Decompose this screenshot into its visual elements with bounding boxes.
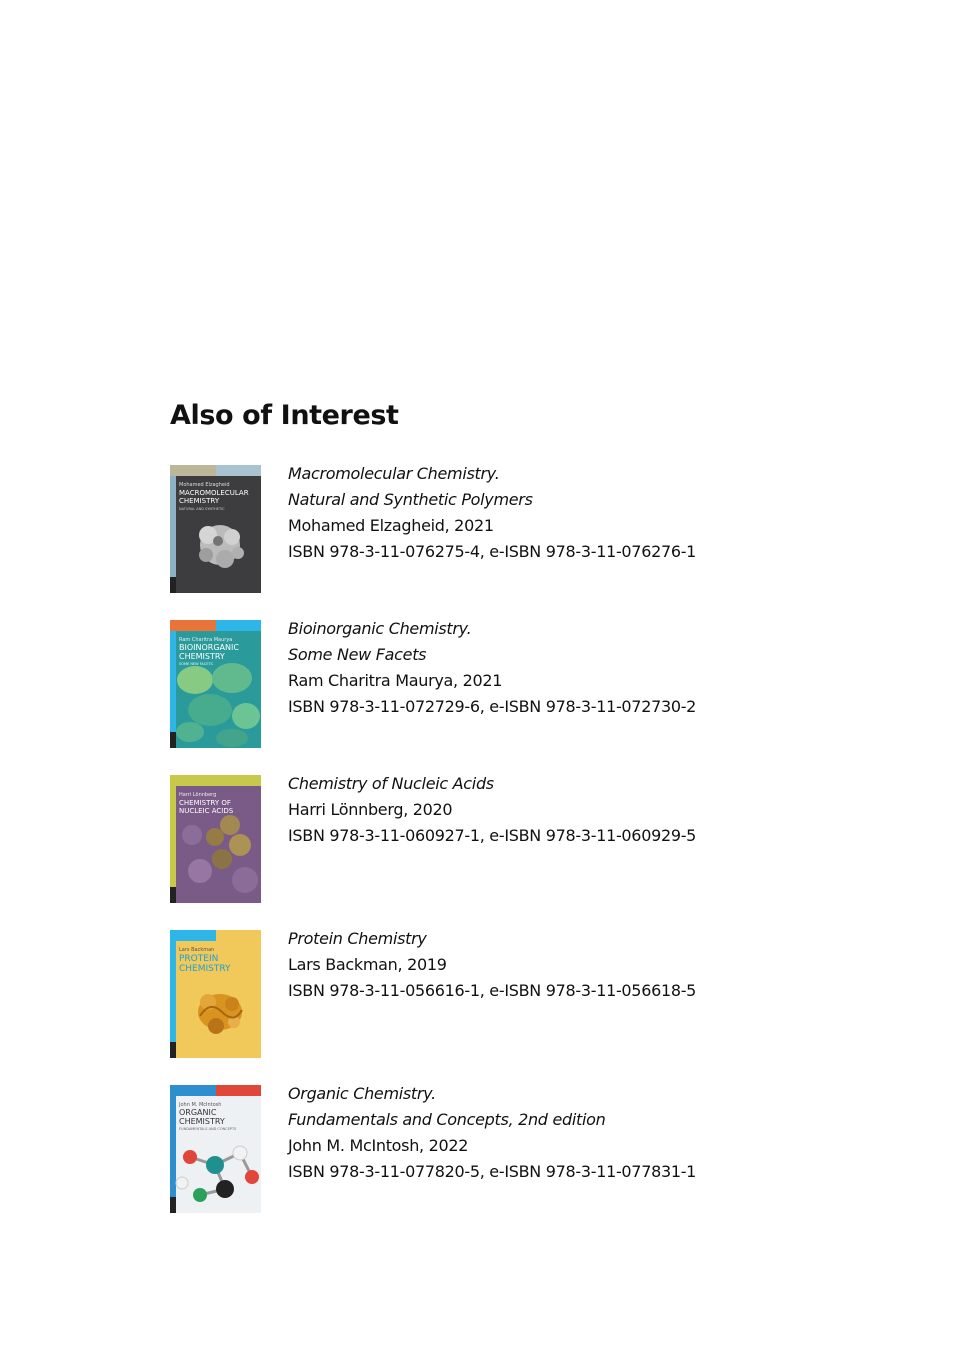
cover-title-line: CHEMISTRY [179,1117,225,1126]
book-title-line: Natural and Synthetic Polymers [288,490,533,509]
cover-title-line: NUCLEIC ACIDS [179,807,234,815]
book-isbn: ISBN 978-3-11-060927-1, e-ISBN 978-3-11-060929-5 [288,826,697,845]
book-title-line: Some New Facets [288,645,427,664]
cover-title-line: CHEMISTRY [179,652,225,661]
cover-title-line: CHEMISTRY OF [179,799,231,807]
book-info [288,926,696,1004]
cover-title-line: CHEMISTRY [179,964,231,974]
book-isbn: ISBN 978-3-11-077820-5, e-ISBN 978-3-11-077831-1 [288,1162,697,1181]
book-cover [170,930,261,1058]
book-info [288,771,696,849]
book-info [288,1081,696,1185]
cover-title-line: PROTEIN [179,954,219,964]
cover-author: Mohamed Elzagheid [179,482,230,488]
cover-author: John M. McIntosh [179,1102,222,1108]
cover-author: Harri Lönnberg [179,792,217,798]
book-title-line: Protein Chemistry [288,929,427,948]
book-entry [170,930,870,1060]
book-author-year: Harri Lönnberg, 2020 [288,800,453,819]
cover-title-line: ORGANIC [179,1108,217,1117]
cover-author: Lars Backman [179,947,215,953]
book-author-year: John M. McIntosh, 2022 [288,1136,469,1155]
book-title-line: Macromolecular Chemistry. [288,464,500,483]
cover-title-line: CHEMISTRY [179,497,220,505]
page-heading: Also of Interest [170,400,399,431]
book-entry [170,620,870,750]
cover-title-line: BIOINORGANIC [179,643,239,652]
book-author-year: Mohamed Elzagheid, 2021 [288,516,494,535]
cover-title-line: MACROMOLECULAR [179,489,249,497]
book-author-year: Ram Charitra Maurya, 2021 [288,671,503,690]
book-cover [170,1085,261,1213]
book-isbn: ISBN 978-3-11-076275-4, e-ISBN 978-3-11-076276-1 [288,542,697,561]
cover-author: Ram Charitra Maurya [179,637,233,643]
book-entry [170,775,870,905]
cover-subtitle: NATURAL AND SYNTHETIC [179,507,225,511]
book-cover [170,775,261,903]
book-title-line: Fundamentals and Concepts, 2nd edition [288,1110,606,1129]
book-entry [170,1085,870,1215]
book-title-line: Organic Chemistry. [288,1084,436,1103]
book-cover [170,620,261,748]
book-info [288,461,696,565]
book-isbn: ISBN 978-3-11-072729-6, e-ISBN 978-3-11-072730-2 [288,697,697,716]
book-title-line: Bioinorganic Chemistry. [288,619,472,638]
book-author-year: Lars Backman, 2019 [288,955,447,974]
cover-subtitle: FUNDAMENTALS AND CONCEPTS [179,1127,237,1131]
book-entry [170,465,870,595]
book-cover [170,465,261,593]
book-info [288,616,696,720]
cover-subtitle: SOME NEW FACETS [179,662,213,666]
book-title-line: Chemistry of Nucleic Acids [288,774,494,793]
book-isbn: ISBN 978-3-11-056616-1, e-ISBN 978-3-11-056618-5 [288,981,697,1000]
